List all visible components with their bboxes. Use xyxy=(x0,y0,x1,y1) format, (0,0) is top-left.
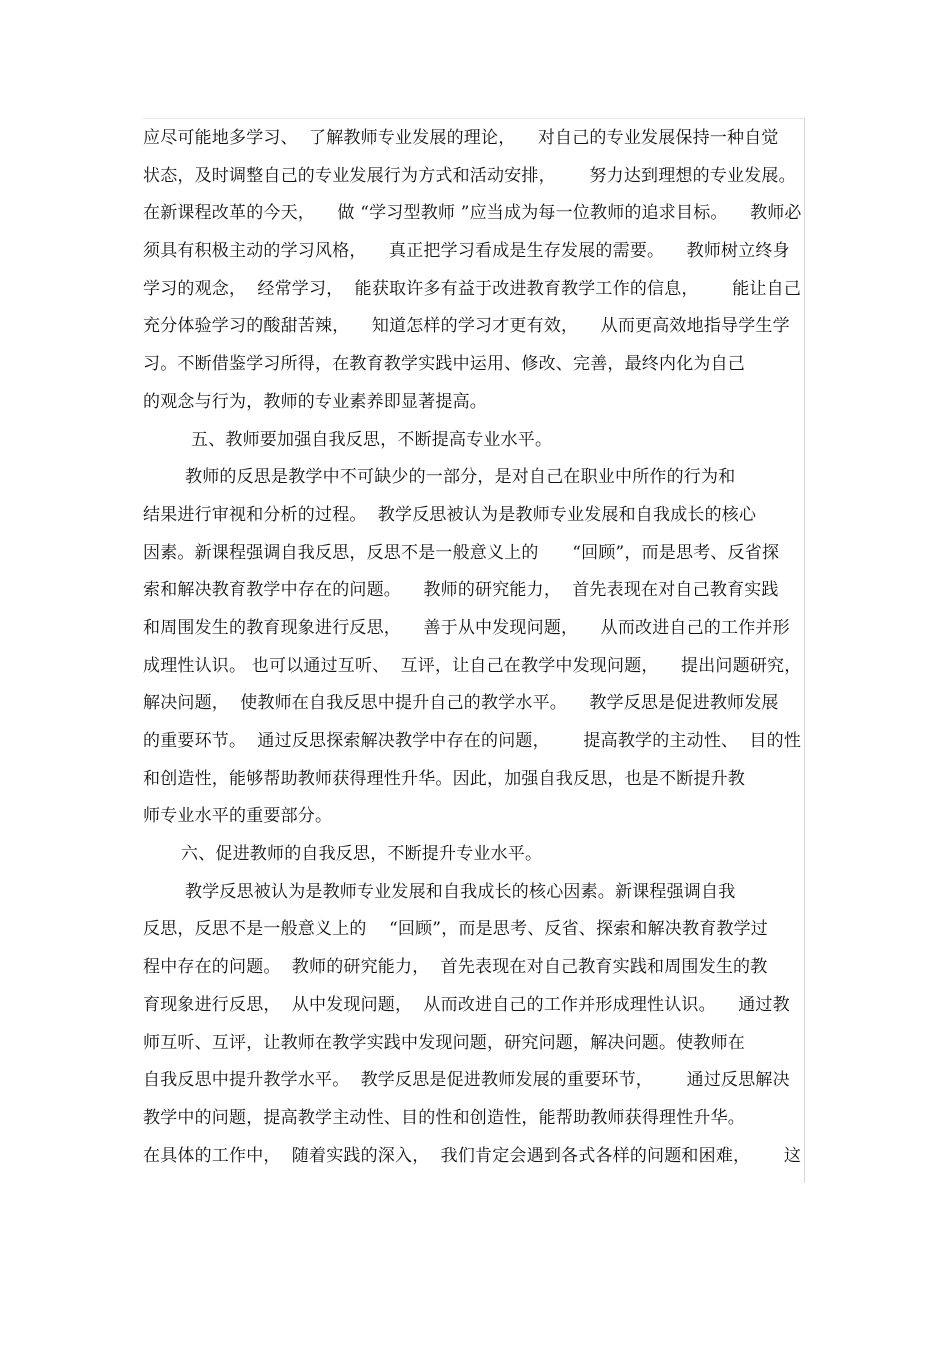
text-line: 教学反思被认为是教师专业发展和自我成长的核心因素。新课程强调自我 xyxy=(185,881,736,902)
text-line: 解决问题， 使教师在自我反思中提升自己的教学水平。 教学反思是促进教师发展 xyxy=(143,693,779,714)
text-line: 和周围发生的教育现象进行反思， 善于从中发现问题， 从而改进自己的工作并形 xyxy=(143,617,790,638)
text-line: 反思，反思不是一般意义上的 “回顾”，而是思考、反省、探索和解决教育教学过 xyxy=(143,919,768,940)
text-line: 教师的反思是教学中不可缺少的一部分，是对自己在职业中所作的行为和 xyxy=(185,467,736,488)
text-line: 习。不断借鉴学习所得，在教育教学实践中运用、修改、完善，最终内化为自己 xyxy=(143,354,745,375)
text-line: 因素。新课程强调自我反思，反思不是一般意义上的 “回顾”，而是思考、反省探 xyxy=(143,542,780,563)
text-line: 师互听、互评，让教师在教学实践中发现问题，研究问题，解决问题。使教师在 xyxy=(143,1032,745,1053)
text-line: 在具体的工作中， 随着实践的深入， 我们肯定会遇到各式各样的问题和困难， 这 xyxy=(143,1145,802,1166)
text-line: 程中存在的问题。 教师的研究能力， 首先表现在对自己教育实践和周围发生的教 xyxy=(143,957,768,978)
text-line: 自我反思中提升教学水平。 教学反思是促进教师发展的重要环节， 通过反思解决 xyxy=(143,1070,790,1091)
text-line: 在新课程改革的今天， 做 “学习型教师 ”应当成为每一位教师的追求目标。 教师必 xyxy=(143,203,802,224)
text-line: 师专业水平的重要部分。 xyxy=(143,806,333,827)
text-line: 结果进行审视和分析的过程。 教学反思被认为是教师专业发展和自我成长的核心 xyxy=(143,504,757,525)
text-line: 和创造性，能够帮助教师获得理性升华。因此，加强自我反思，也是不断提升教 xyxy=(143,768,745,789)
text-line: 索和解决教育教学中存在的问题。 教师的研究能力， 首先表现在对自己教育实践 xyxy=(143,580,779,601)
text-line: 应尽可能地多学习、 了解教师专业发展的理论， 对自己的专业发展保持一种自觉 xyxy=(143,128,779,148)
text-line: 学习的观念， 经常学习， 能获取许多有益于改进教育教学工作的信息， 能让自己 xyxy=(143,278,802,299)
text-line: 育现象进行反思， 从中发现问题， 从而改进自己的工作并形成理性认识。 通过教 xyxy=(143,994,790,1015)
text-line: 须具有积极主动的学习风格， 真正把学习看成是生存发展的需要。 教师树立终身 xyxy=(143,241,790,262)
text-line: 状态，及时调整自己的专业发展行为方式和活动安排， 努力达到理想的专业发展。 xyxy=(143,165,796,186)
text-line: 的观念与行为，教师的专业素养即显著提高。 xyxy=(143,391,487,412)
text-line: 教学中的问题，提高教学主动性、目的性和创造性，能帮助教师获得理性升华。 xyxy=(143,1107,745,1128)
section-heading-5: 五、教师要加强自我反思，不断提高专业水平。 xyxy=(191,429,553,450)
text-line: 充分体验学习的酸甜苦辣， 知道怎样的学习才更有效， 从而更高效地指导学生学 xyxy=(143,316,790,337)
section-heading-6: 六、促进教师的自我反思，不断提升专业水平。 xyxy=(181,844,543,865)
text-line: 成理性认识。 也可以通过互听、 互评，让自己在教学中发现问题， 提出问题研究， xyxy=(143,655,802,676)
document-body xyxy=(143,120,808,1175)
text-line: 的重要环节。 通过反思探索解决教学中存在的问题， 提高教学的主动性、 目的性 xyxy=(143,731,802,751)
